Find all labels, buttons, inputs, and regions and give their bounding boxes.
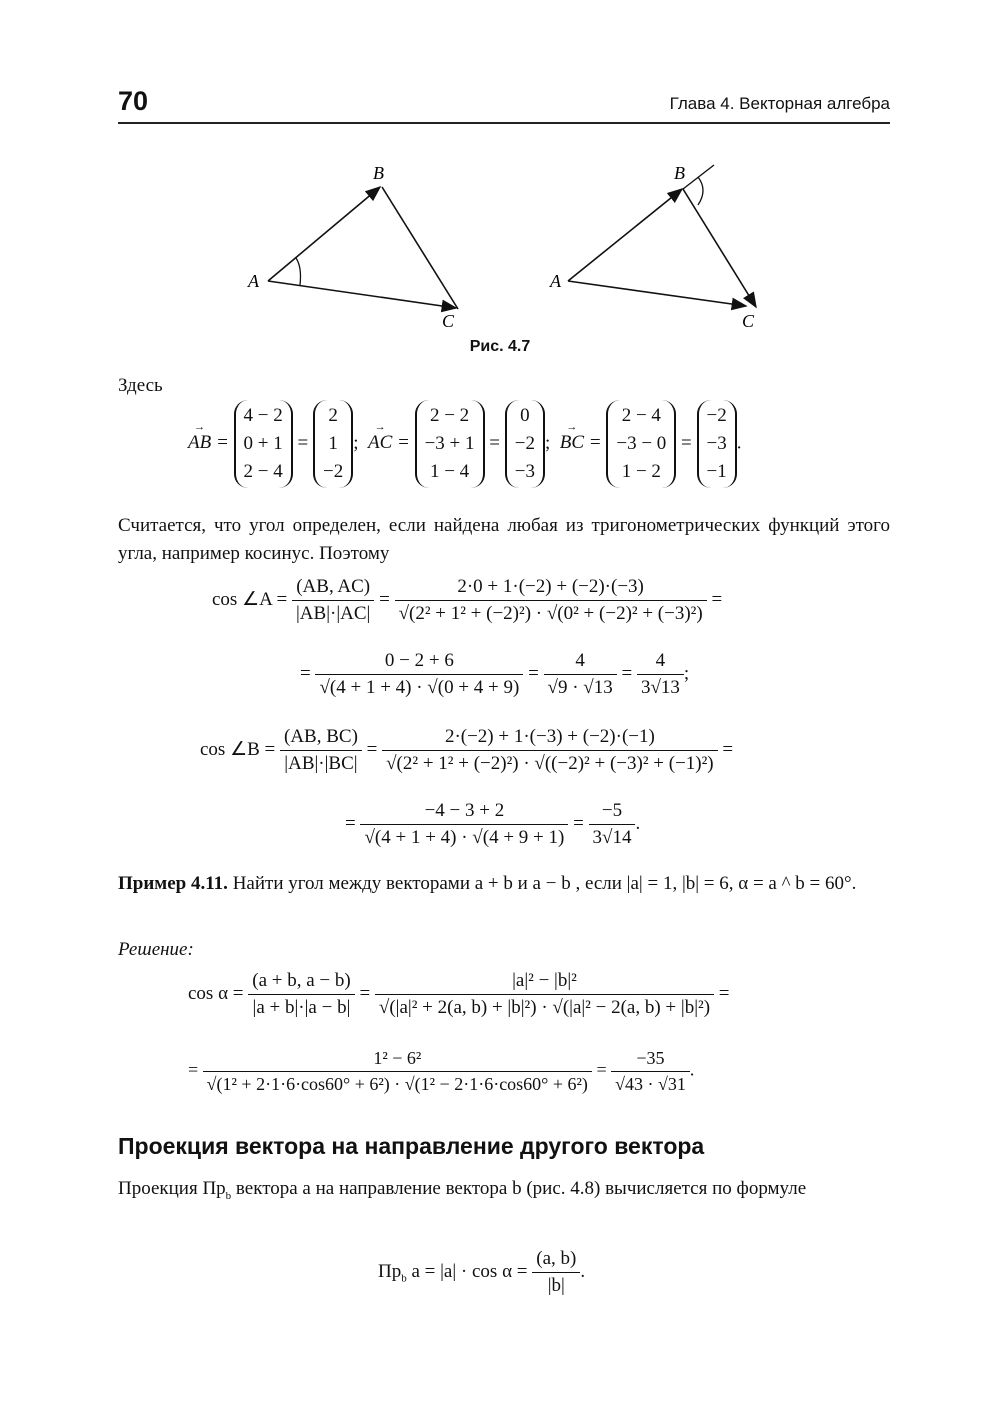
triangle-right — [549, 163, 756, 331]
section-title: Проекция вектора на направление другого вектора — [118, 1133, 705, 1159]
vec-AC-label: → AC = — [368, 432, 410, 453]
label-A-right: A — [550, 271, 561, 291]
text-zdes: Здесь — [118, 375, 163, 396]
page-number: 70 — [118, 86, 149, 116]
triangle-figure — [230, 155, 790, 340]
formula-cosalpha-line1: cos α = $\frac{(a + b, a - b)}{|a + b|\cdot|a - b|}$ = $\frac{\text{|a|² − |b|²}}{\text{√(|a|² + 2(a, b) + |b|²) · √(|a|² − 2(a, b) + |b|²)}}$ = — [188, 970, 730, 1018]
matrix-BC-expr: 2 − 4 −3 − 0 1 − 2 — [606, 400, 676, 488]
page-header — [118, 86, 890, 124]
formula-cosalpha-line2: = $\frac{\text{1² − 6²}}{\text{√(1² + 2·1·6·cos60° + 6²) · √(1² − 2·1·6·cos60° + 6²)}}$ = $\frac{-35}{√43 \cdot √31}$ . — [188, 1048, 695, 1094]
matrix-AC-value: 0 −2 −3 — [505, 400, 545, 488]
solution-label: Решение: — [118, 939, 194, 960]
label-C-right: C — [742, 311, 755, 331]
matrix-row: → AB = 4 − 2 0 + 1 2 − 4 = 2 1 −2; → AC = 2 − 2 −3 + 1 1 − 4 = 0 −2 −3; → BC = 2 − 4 −3 − 0 1 − 2 = −2 −3 −1. — [188, 400, 741, 488]
matrix-AC-expr: 2 − 2 −3 + 1 1 − 4 — [415, 400, 485, 488]
matrix-AB-value: 2 1 −2 — [313, 400, 353, 488]
figure-caption: Рис. 4.7 — [469, 338, 531, 355]
label-B-right: B — [674, 163, 685, 183]
label-C-left: C — [442, 311, 455, 331]
formula-cosA-line2: = $\frac{0 - 2 + 6}{√(4 + 1 + 4) \cdot √(0 + 4 + 9)}$ = $\frac{4}{√9 \cdot √13}$ = $\frac{4}{3√13}$ ; — [300, 650, 690, 698]
paragraph-2: Проекция $Пр_b$ вектора a на направление вектора b (рис. 4.8) вычисляется по формуле — [118, 1178, 807, 1202]
formula-cosB-line1: cos ∠B = $\frac{(AB, BC)}{|AB|\cdot|BC|}$ = $\frac{2\cdot(-2) + 1\cdot(-3) + (-2)\cdot(-1)}{\text{√(2² + 1² + (−2)²) · √((−2)² + (−3)² + (−1)²)}}$ = — [200, 726, 734, 774]
vec-BC-label: → BC = — [560, 432, 602, 453]
formula-cosB-line2: = $\frac{-4 - 3 + 2}{√(4 + 1 + 4) \cdot √(4 + 9 + 1)}$ = $\frac{-5}{3√14}$ . — [345, 800, 641, 848]
vec-AB-label: → AB = — [188, 432, 229, 453]
paragraph-1: Считается, что угол определен, если найдена любая из тригонометрических функций этого угла, например косинус. Поэтому — [118, 515, 890, 564]
triangle-left — [247, 163, 458, 331]
formula-projection: $Пр_b$ a = |a| · cos α = $\frac{(a, b)}{|b|}$ . — [378, 1248, 586, 1296]
example-title: Пример 4.11. — [118, 873, 228, 894]
chapter-title: Глава 4. Векторная алгебра — [669, 94, 890, 113]
example-paragraph — [118, 870, 890, 898]
matrix-AB-expr: 4 − 2 0 + 1 2 − 4 — [234, 400, 293, 488]
formula-cosA-line1: cos ∠A = $\frac{(AB, AC)}{|AB|\cdot|AC|}$ = $\frac{2\cdot 0 + 1\cdot(-2) + (-2)\cdot(-3)}{\text{√(2² + 1² + (−2)²) · √(0² + (−2)² + (−3)²)}}$ = — [212, 576, 723, 624]
matrix-BC-value: −2 −3 −1 — [697, 400, 737, 488]
example-text: Найти угол между векторами a + b и a − b , если |a| = 1, |b| = 6, α = a ^ b = 60°. — [232, 873, 857, 894]
label-B-left: B — [373, 163, 384, 183]
label-A-left: A — [248, 271, 259, 291]
